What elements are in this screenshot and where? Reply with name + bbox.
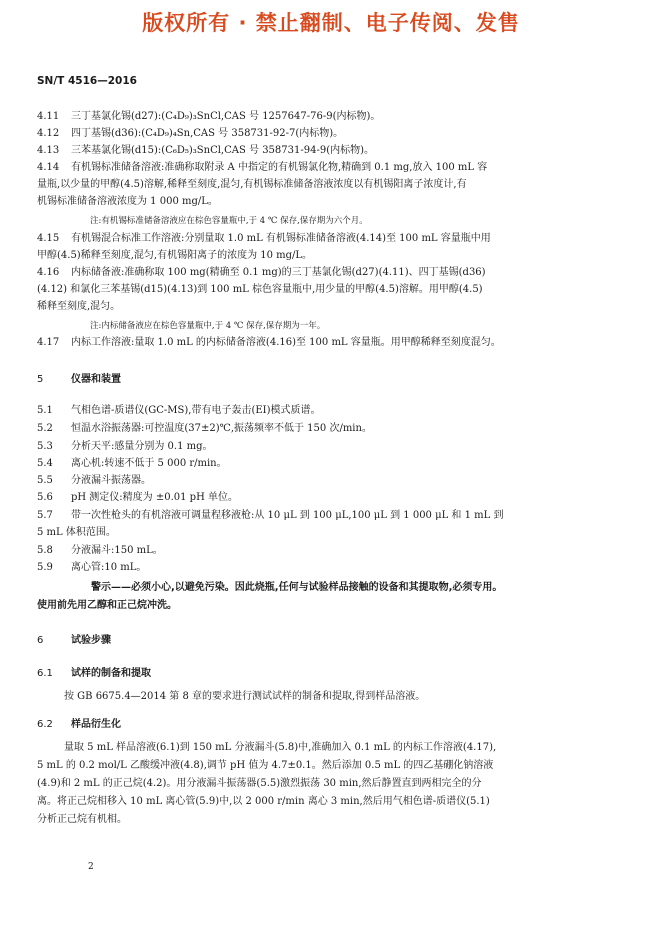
clause-5-1: 5.1 气相色谱-质谱仪(GC-MS),带有电子轰击(EI)模式质谱。 bbox=[37, 405, 321, 416]
clause-4-16: 4.16 内标储备液:准确称取 100 mg(精确至 0.1 mg)的三丁基氯化锡(d27)(4.11)、四丁基锡(d36) bbox=[37, 267, 486, 278]
section-6-heading: 6 试验步骤 bbox=[37, 635, 111, 646]
copyright-watermark: 版权所有 · 禁止翻制、电子传阅、发售 bbox=[142, 11, 520, 35]
note-4-16: 注:内标储备液应在棕色容量瓶中,于 4 ℃ 保存,保存期为一年。 bbox=[90, 321, 326, 331]
paragraph-6-2-line: 分析正己烷有机相。 bbox=[37, 814, 127, 825]
clause-5-7-cont: 5 mL 体积范围。 bbox=[37, 527, 116, 538]
clause-5-7: 5.7 带一次性枪头的有机溶液可调量程移液枪:从 10 μL 到 100 μL,100 μL 到 1 000 μL 和 1 mL 到 bbox=[37, 510, 504, 521]
clause-4-17: 4.17 内标工作溶液:量取 1.0 mL 的内标储备溶液(4.16)至 100 mL 容量瓶。用甲醇稀释至刻度混匀。 bbox=[37, 337, 501, 348]
clause-5-8: 5.8 分液漏斗:150 mL。 bbox=[37, 545, 163, 556]
clause-5-9: 5.9 离心管:10 mL。 bbox=[37, 562, 147, 573]
clause-4-15-cont: 甲醇(4.5)稀释至刻度,混匀,有机锡阳离子的浓度为 10 mg/L。 bbox=[37, 250, 313, 261]
clause-4-16-cont: (4.12) 和氯化三苯基锡(d15)(4.13)到 100 mL 棕色容量瓶中,用少量的甲醇(4.5)溶解。用甲醇(4.5) bbox=[37, 284, 483, 295]
warning-text: 警示——必须小心,以避免污染。因此烧瓶,任何与试验样品接触的设备和其提取物,必须专用。 bbox=[91, 582, 503, 593]
section-6-1-heading: 6.1 试样的制备和提取 bbox=[37, 668, 151, 679]
clause-5-6: 5.6 pH 测定仪:精度为 ±0.01 pH 单位。 bbox=[37, 492, 238, 503]
warning-text-cont: 使用前先用乙醇和正己烷冲洗。 bbox=[37, 600, 177, 611]
clause-4-11: 4.11 三丁基氯化锡(d27):(C₄D₉)₃SnCl,CAS 号 1257647-76-9(内标物)。 bbox=[37, 111, 381, 122]
clause-5-2: 5.2 恒温水浴振荡器:可控温度(37±2)℃,振荡频率不低于 150 次/min。 bbox=[37, 423, 372, 434]
paragraph-6-1: 按 GB 6675.4—2014 第 8 章的要求进行测试试样的制备和提取,得到样品溶液。 bbox=[64, 691, 426, 702]
paragraph-6-2-line: (4.9)和 2 mL 的正己烷(4.2)。用分液漏斗振荡器(5.5)激烈振荡 30 min,然后静置直到两相完全的分 bbox=[37, 778, 482, 789]
paragraph-6-2-line: 离。将正己烷相移入 10 mL 离心管(5.9)中,以 2 000 r/min 离心 3 min,然后用气相色谱-质谱仪(5.1) bbox=[37, 796, 490, 807]
standard-code-header: SN/T 4516—2016 bbox=[37, 75, 137, 87]
clause-4-14: 4.14 有机锡标准储备溶液:准确称取附录 A 中指定的有机锡氯化物,精确到 0.1 mg,放入 100 mL 容 bbox=[37, 162, 488, 173]
section-5-heading: 5 仪器和装置 bbox=[37, 374, 121, 385]
clause-5-5: 5.5 分液漏斗振荡器。 bbox=[37, 475, 151, 486]
clause-4-14-cont: 机锡标准储备溶液浓度为 1 000 mg/L。 bbox=[37, 196, 218, 207]
page-number: 2 bbox=[88, 862, 94, 872]
paragraph-6-2-line: 量取 5 mL 样品溶液(6.1)到 150 mL 分液漏斗(5.8)中,准确加入 0.1 mL 的内标工作溶液(4.17), bbox=[64, 742, 497, 753]
clause-4-15: 4.15 有机锡混合标准工作溶液:分别量取 1.0 mL 有机锡标准储备溶液(4.14)至 100 mL 容量瓶中用 bbox=[37, 233, 491, 244]
clause-5-4: 5.4 离心机:转速不低于 5 000 r/min。 bbox=[37, 458, 227, 469]
clause-4-16-cont: 稀释至刻度,混匀。 bbox=[37, 301, 121, 312]
note-4-14: 注:有机锡标准储备溶液应在棕色容量瓶中,于 4 ℃ 保存,保存期为六个月。 bbox=[90, 216, 368, 226]
clause-4-13: 4.13 三苯基氯化锡(d15):(C₆D₅)₃SnCl,CAS 号 358731-94-9(内标物)。 bbox=[37, 145, 375, 156]
clause-4-14-cont: 量瓶,以少量的甲醇(4.5)溶解,稀释至刻度,混匀,有机锡标准储备溶液浓度以有机锡阳离子浓度计,有 bbox=[37, 179, 467, 190]
paragraph-6-2-line: 5 mL 的 0.2 mol/L 乙酸缓冲液(4.8),调节 pH 值为 4.7±0.1。然后添加 0.5 mL 的四乙基硼化钠溶液 bbox=[37, 760, 494, 771]
section-6-2-heading: 6.2 样品衍生化 bbox=[37, 719, 121, 730]
clause-4-12: 4.12 四丁基锡(d36):(C₄D₉)₄Sn,CAS 号 358731-92-7(内标物)。 bbox=[37, 128, 344, 139]
clause-5-3: 5.3 分析天平:感量分别为 0.1 mg。 bbox=[37, 441, 213, 452]
